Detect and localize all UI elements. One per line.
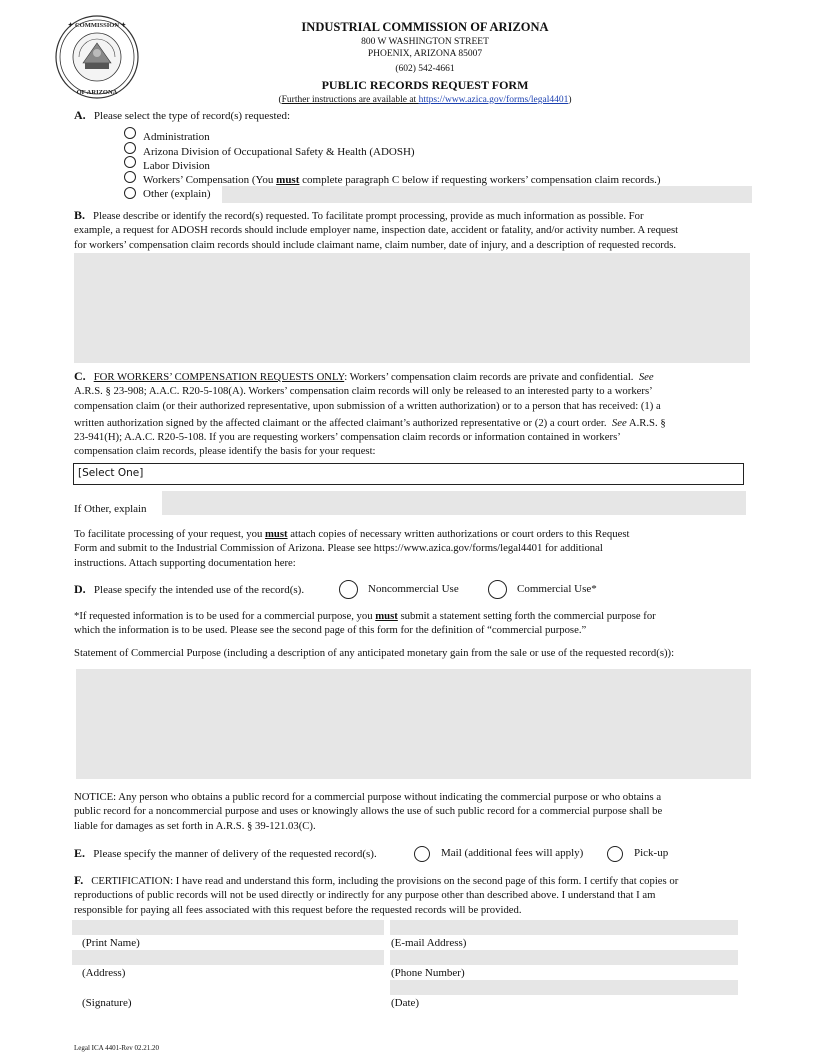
commercial-note: *If requested information is to be used for a commercial purpose, you must submit a statement setting forth the commercial purpose for which the information is to be used. Please see the second page of this form for the definition of “commercial purpose.” [74,609,750,638]
radio-commercial[interactable] [488,580,507,599]
attach-line3: instructions. Attach supporting documentation here: [74,556,296,569]
other-explain-input[interactable] [222,186,752,203]
section-d [74,582,304,597]
radio-mail[interactable] [414,846,430,862]
option-administration: Administration [143,131,210,143]
basis-select-value: [Select One] [78,467,144,479]
statement-label: Statement of Commercial Purpose (including a description of any anticipated monetary gain from the sale or use of the requested record(s)): [74,647,675,659]
attach-line1-post: attach copies of necessary written authorizations or court orders to this Request [287,528,630,540]
section-b-line2: example, a request for ADOSH records should include employer name, inspection date, accident or fatality, and/or activity number. A request [74,224,679,237]
instructions-prefix: Further instructions are available at [281,95,419,105]
notice-text [74,790,750,833]
print-name-input[interactable] [72,920,384,935]
section-a-letter: A. [74,108,86,122]
section-c-line4-end: A.R.S. § [628,416,666,429]
org-phone: (602) 542-4661 [395,64,455,74]
form-id: Legal ICA 4401-Rev 02.21.20 [74,1044,159,1052]
section-c-see: See [638,371,654,383]
radio-workers-comp[interactable] [124,171,136,183]
section-c-line5: 23-941(H); A.A.C. R20-5-108. If you are requesting workers’ compensation claim records or information contained in workers’ [74,431,621,444]
other-explain-label: If Other, explain [74,503,147,515]
radio-adosh[interactable] [124,142,136,154]
wc-option-post: complete paragraph C below if requesting workers’ compensation claim records.) [299,174,661,186]
other-basis-input[interactable] [162,491,746,515]
option-pickup: Pick-up [634,847,669,859]
note-line1-post: submit a statement setting forth the commercial purpose for [397,610,656,622]
phone-label: (Phone Number) [391,967,465,979]
option-adosh: Arizona Division of Occupational Safety & Health (ADOSH) [143,146,415,158]
commission-seal [55,15,139,99]
section-b-letter: B. [74,208,86,222]
section-b-line1: Please describe or identify the record(s) requested. To facilitate prompt processing, provide as much information as possible. For [93,210,644,222]
instructions-line: (Further instructions are available at https://www.azica.gov/forms/legal4401) [278,95,572,105]
notice-line3: liable for damages as set forth in A.R.S. § 39-121.03(C). [74,819,316,832]
section-c-see2: See [611,416,627,429]
certification-text [74,873,764,917]
basis-select[interactable] [73,463,744,485]
section-c-line1-rest: : Workers’ compensation claim records are private and confidential. [344,371,634,383]
radio-labor[interactable] [124,156,136,168]
instructions-link[interactable]: https://www.azica.gov/forms/legal4401 [418,95,569,105]
svg-text:OF ARIZONA: OF ARIZONA [76,89,118,96]
note-line1-pre: If requested information is to be used for a commercial purpose, you [79,610,376,622]
email-input[interactable] [390,920,738,935]
option-labor: Labor Division [143,160,210,172]
section-e [74,846,377,861]
records-description-textarea[interactable] [74,253,750,363]
notice-line2: public record for a noncommercial purpose and uses or knowingly allows the use of such public record for a commercial purpose shall be [74,805,663,818]
radio-other[interactable] [124,187,136,199]
section-c-letter: C. [74,369,86,383]
address-input[interactable] [72,950,384,965]
option-workers-comp [143,173,661,187]
section-c-heading: FOR WORKERS’ COMPENSATION REQUESTS ONLY [93,371,345,383]
option-noncommercial: Noncommercial Use [368,583,459,595]
attach-line2: Form and submit to the Industrial Commission of Arizona. Please see https://www.azica.gov/forms/legal4401 for additional [74,542,603,555]
cert-line2: reproductions of public records will not be used directly or indirectly for any purpose other than described above. I understand that I am [74,889,656,902]
print-name-label: (Print Name) [82,937,140,949]
cert-line3: responsible for paying all fees associated with this request before the requested records will be provided. [74,903,522,916]
section-b-line3: for workers’ compensation claim records should include claimant name, claim number, date of injury, and a description of requested records. [74,238,677,251]
signature-label: (Signature) [82,997,132,1009]
note-must: must [375,610,398,622]
note-line2: which the information is to be used. Please see the second page of this form for the definition of “commercial purpose.” [74,624,587,637]
section-a [74,108,290,123]
address-label: (Address) [82,967,126,979]
radio-noncommercial[interactable] [339,580,358,599]
org-city: PHOENIX, ARIZONA 85007 [367,49,483,59]
section-d-prompt: Please specify the intended use of the record(s). [93,584,305,596]
radio-pickup[interactable] [607,846,623,862]
section-c-line6: compensation claim records, please identify the basis for your request: [74,445,376,458]
email-label: (E-mail Address) [391,937,467,949]
wc-option-pre: Workers’ Compensation (You [143,174,277,186]
section-d-letter: D. [74,582,86,596]
commercial-purpose-textarea[interactable] [76,669,751,779]
org-street: 800 W WASHINGTON STREET [361,37,489,47]
option-commercial: Commercial Use* [517,583,597,595]
section-a-prompt: Please select the type of record(s) requested: [93,110,291,122]
section-c-line4: written authorization signed by the affected claimant or the affected claimant’s authorized representative or (2) a court order. [74,416,607,429]
date-label: (Date) [391,997,420,1009]
option-mail: Mail (additional fees will apply) [441,847,584,859]
date-input[interactable] [390,980,738,995]
section-e-prompt: Please specify the manner of delivery of the requested record(s). [93,848,377,860]
form-title: PUBLIC RECORDS REQUEST FORM [321,78,529,92]
option-other: Other (explain) [143,188,211,200]
attach-line1-pre: To facilitate processing of your request, you [74,528,265,540]
notice-line1: NOTICE: Any person who obtains a public record for a commercial purpose without indicating the commercial purpose or who obtains a [74,791,662,803]
section-c-line3: compensation claim (or their authorized representative, upon submission of a written authorization) or to a person that has received: (1) a [74,399,661,412]
section-c-text [74,369,750,459]
wc-option-must: must [276,174,300,186]
section-b-text [74,208,750,252]
attach-must: must [264,528,288,540]
svg-text:✦ COMMISSION ✦: ✦ COMMISSION ✦ [67,22,127,29]
cert-line1: CERTIFICATION: I have read and understand this form, including the provisions on the second page of this form. I certify that copies or [91,875,679,887]
section-c-line2: A.R.S. § 23-908; A.A.C. R20-5-108(A). Workers’ compensation claim records will only be released to an interested party to a workers’ [74,385,653,398]
section-e-letter: E. [74,846,86,860]
org-name: INDUSTRIAL COMMISSION OF ARIZONA [301,20,549,34]
radio-administration[interactable] [124,127,136,139]
phone-input[interactable] [390,950,738,965]
attach-text [74,527,750,570]
section-f-letter: F. [74,873,84,887]
